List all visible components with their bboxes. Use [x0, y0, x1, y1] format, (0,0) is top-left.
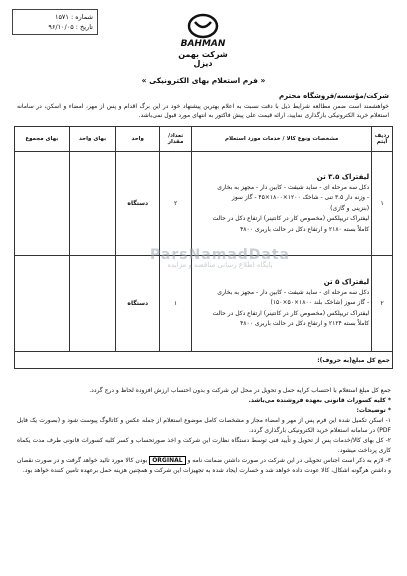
table-header-row	[15, 127, 393, 152]
row-spec-line: لیفتراک تریپلکس (مخصوص کار در کانتینر) ارتفاع دکل در حالت	[212, 215, 370, 222]
row-total-price[interactable]	[15, 152, 70, 256]
bahman-logo-icon	[175, 12, 231, 48]
header-spec: مشخصات ونوع کالا / خدمات مورد استعلام	[192, 127, 372, 152]
company-logo	[168, 12, 238, 68]
reference-date-label: تاریخ :	[75, 23, 93, 31]
total-amount-label[interactable]: جمع کل مبلغ(به حروف):	[15, 352, 393, 369]
reference-number	[17, 12, 93, 22]
row-spec-line: (بنزینی و گازی)	[330, 204, 370, 212]
row-spec-line: - وزنه دار ۳.۵ تنی - شاخک ۱۲۰۰×۱۸۰۰×۴۵ - گاز سوز	[231, 194, 370, 201]
note-item-text: ۳- لازم به ذکر است اجناس تحویلی در این شرکت در صورت داشتن ضمانت نامه و	[187, 457, 391, 464]
reference-date-value: ۹۶/۱۰/۰۵	[48, 23, 74, 31]
original-badge: ORGINAL	[149, 456, 185, 465]
header-total-price: بهای مجموع	[15, 127, 70, 152]
watermark-caption: پایگاه اطلاع رسانی مناقصه و مزایده	[167, 261, 273, 269]
row-qty: ۱	[160, 256, 192, 352]
header-qty: تعداد/ مقدار	[160, 127, 192, 152]
total-row	[15, 352, 393, 369]
table-row	[15, 152, 393, 256]
row-unit: دستگاه	[116, 152, 160, 256]
reference-box	[12, 9, 98, 35]
form-title: « فرم استعلام بهای الکترونیکی »	[141, 76, 266, 85]
header-unit-price: بهای واحد	[69, 127, 116, 152]
reference-date	[17, 22, 93, 32]
header-unit: واحد	[116, 127, 160, 152]
watermark	[145, 247, 295, 270]
addressee: شرکت/مؤسسه/فروشگاه محترم	[279, 92, 389, 100]
note-item	[17, 456, 391, 476]
note-line: * کلیه کسورات قانونی بعهده فروشنده می‌باشد.	[248, 397, 391, 404]
reference-number-label: شماره :	[71, 13, 93, 21]
note-item-text: بودن کالا مورد تائید خواهد گرفت و در صورت نقصان و داشتن هرگونه اشکال، کالا عودت داده خواهد شد و خسارت ایجاد شده به تجهیزات این شرکت و همچنین هزینه حمل برعهده تامین کننده خواهد بود.	[17, 457, 391, 474]
row-spec-line: دکل سه مرحله ای - ساید شیفت - کابین دار - مجهز به بخاری	[217, 288, 370, 296]
note-item: ۲- کل بهای کالا/خدمات پس از تحویل و تأیید فنی توسط دستگاه نظارت این شرکت و اخذ صورتحساب و کسر کلیه کسورات قانونی طرف مدت یکماه کاری پرداخت میشود.	[17, 437, 391, 454]
header-row-number: ردیف آیتم	[372, 127, 393, 152]
row-spec-line: لیفتراک تریپلکس (مخصوص کار در کانتینر) ارتفاع دکل در حالت	[212, 309, 370, 317]
row-spec-title: لیفتراک ۳.۵ تن	[316, 173, 370, 181]
note-item: ۱- اسکن تکمیل شده این فرم پس از مهر و امضاء مجاز و مشخصات کامل موضوع استعلام از جمله عکس و کاتالوگ پیوست شود و (بصورت یک فایل PDF) در سامانه استعلام خرید الکترونیکی بارگذاری گردد.	[17, 417, 391, 434]
row-unit: دستگاه	[116, 256, 160, 352]
notes-section	[17, 386, 391, 476]
intro-text: خواهشمند است ضمن مطالعه شرایط ذیل با دقت نسبت به اعلام بهترین پیشنهاد خود در این برگ اقدام و پس از مهر، امضاء و اسکن، در سامانه استعلام خرید الکترونیکی بارگذاری نمایید، ارائه قیمت علی پیش فاکتور به انتهای مورد قبول نمی‌باشد.	[17, 103, 389, 119]
row-total-price[interactable]	[15, 256, 70, 352]
row-qty: ۲	[160, 152, 192, 256]
notes-heading: * توضیحات:	[356, 407, 391, 414]
row-spec	[192, 152, 372, 256]
row-unit-price[interactable]	[69, 256, 116, 352]
row-unit-price[interactable]	[69, 152, 116, 256]
row-number: ۲	[372, 256, 393, 352]
logo-brand-text: BAHMAN	[180, 39, 226, 48]
row-spec-line: کاملاً بسته ۲۱۸۰ و ارتفاع دکل در حالت باربری ۴۸۰۰	[240, 225, 370, 233]
note-line: جمع کل مبلغ استعلام با احتساب کرایه حمل و تحویل در محل این شرکت و بدون احتساب ارزش افزوده لحاظ و درج گردد.	[89, 387, 391, 394]
watermark-brand: ParsNamadData	[150, 247, 290, 263]
row-number: ۱	[372, 152, 393, 256]
company-name: شرکت بهمن دیزل	[178, 50, 228, 68]
row-spec-title: لیفتراک ۵ تن	[323, 278, 370, 287]
row-spec-line: - گاز سوز (شاخک بلند ۱۸۰۰×۵۰×۱۵۰)	[270, 299, 370, 307]
row-spec-line: دکل سه مرحله ای - ساید شیفت - کابین دار - مجهز به بخاری	[217, 183, 370, 191]
row-spec-line: کاملاً بسته ۲۱۲۴ و ارتفاع دکل در حالت باربری ۴۸۰۰	[240, 320, 370, 328]
reference-number-value: ۱۵۷۱	[54, 13, 69, 21]
